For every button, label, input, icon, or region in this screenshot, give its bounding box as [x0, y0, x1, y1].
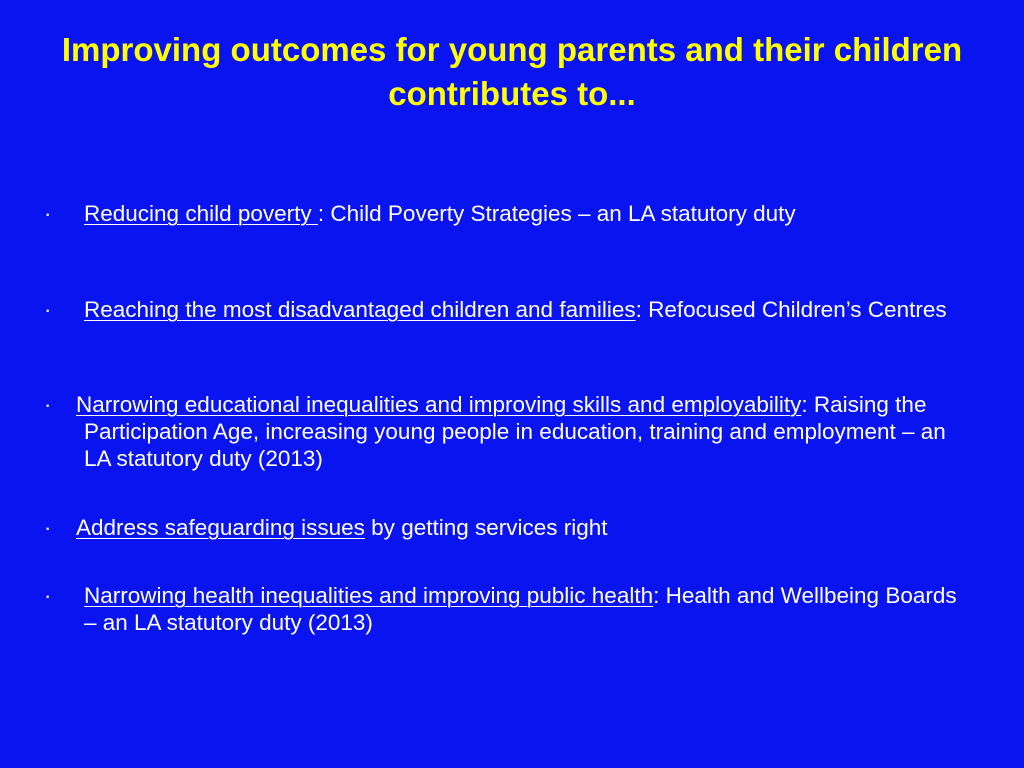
bullet-description: : Raising the Participation Age, increasing young people in education, training and employment – an LA statutory duty (2013) — [84, 392, 946, 471]
bullet-marker: · — [44, 583, 52, 608]
bullet-link[interactable]: Reaching the most disadvantaged children and families — [84, 297, 636, 322]
bullet-link[interactable]: Narrowing health inequalities and improving public health — [84, 583, 654, 608]
bullet-description: by getting services right — [364, 515, 608, 540]
bullet-description: : Child Poverty Strategies – an LA statutory duty — [317, 201, 796, 226]
bullet-marker: · — [44, 297, 52, 322]
bullet-link[interactable]: Address safeguarding issues — [76, 515, 365, 540]
bullet-marker: · — [44, 392, 52, 417]
bullet-text — [84, 582, 964, 636]
bullet-text — [84, 296, 964, 323]
bullet-description: : Health and Wellbeing Boards – an LA statutory duty (2013) — [84, 583, 957, 635]
slide-title: Improving outcomes for young parents and their children contributes to... — [61, 31, 963, 112]
bullet-link[interactable]: Reducing child poverty — [84, 201, 318, 226]
bullet-marker: · — [44, 515, 52, 540]
bullet-text — [84, 200, 964, 227]
bullet-text — [76, 391, 964, 472]
bullet-text — [76, 514, 964, 541]
bullet-description: : Refocused Children’s Centres — [635, 297, 947, 322]
bullet-marker: · — [44, 201, 52, 226]
bullet-link[interactable]: Narrowing educational inequalities and improving skills and employability — [76, 392, 802, 417]
